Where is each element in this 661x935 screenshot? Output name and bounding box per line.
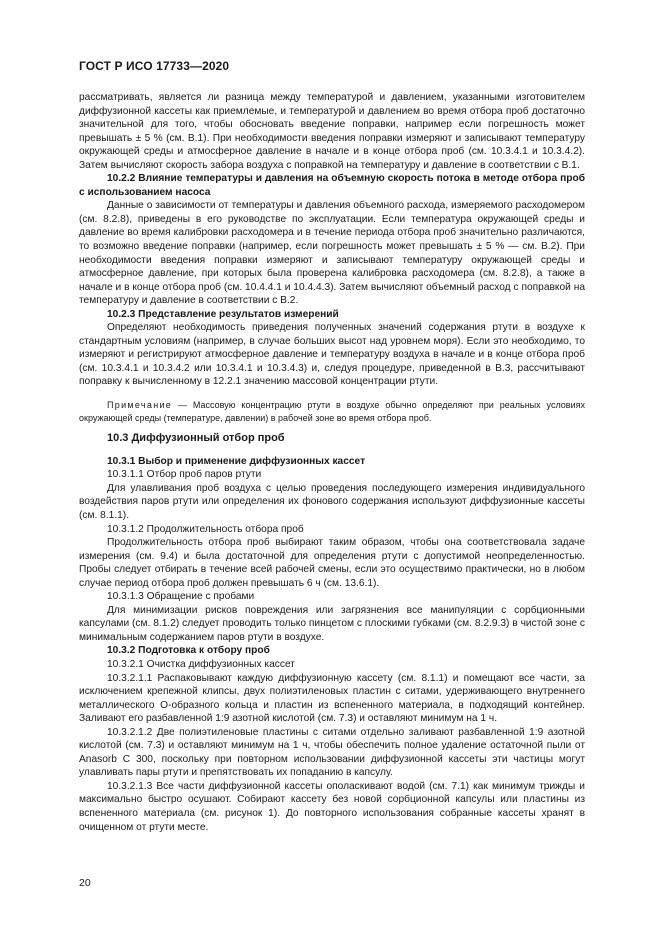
document-body: [79, 91, 585, 834]
paragraph: Для минимизации рисков повреждения или загрязнения все манипуляции с сорбционными капсулами (см. 8.1.2) следует проводить только пинцетом с плоскими губками (см. 8.2.9.3) в чистой зоне с минимальным содержанием паров ртути в воздухе.: [79, 604, 585, 643]
paragraph: Определяют необходимость приведения полученных значений содержания ртути в воздухе к стандартным условиям (например, в случае больших высот над уровнем моря). Если это необходимо, то измеряют и регистрируют атмосферное давление и температуру воздуха в начале и в конце отбора проб (см. 10.3.4.1 и 10.3.4.2 или 10.3.4.1 и 10.3.4.3) и, следуя процедуре, приведенной в В.3, рассчитывают поправку к вычисленному в 12.2.1 значению массовой концентрации ртути.: [79, 322, 585, 388]
subsection-heading: 10.3.1.1 Отбор проб паров ртути: [107, 469, 262, 481]
subsection-heading: 10.3.1.3 Обращение с пробами: [107, 591, 255, 603]
subsection-heading: 10.3.2.1 Очистка диффузионных кассет: [107, 658, 295, 670]
note-label: Примечание: [107, 400, 173, 411]
section-heading-10-3-2: 10.3.2 Подготовка к отбору проб: [107, 645, 270, 657]
paragraph-continuation: рассматривать, является ли разница между температурой и давлением, указанными изготовителем диффузионной кассеты как приемлемые, и температурой и давлением во время отбора проб достаточно значительной для того, чтобы обосновать введение поправки, например если погрешность может превышать ± 5 % (см. В.1). При необходимости введения поправки измеряют и записывают температуру окружающей среды и атмосферное давление в начале и в конце отбора проб (см. 10.3.4.1 и 10.3.4.2). Затем вычисляют скорость забора воздуха с поправкой на температуру и давление в соответствии с В.1.: [79, 92, 585, 171]
paragraph: Продолжительность отбора проб выбирают таким образом, чтобы она соответствовала задаче измерения (см. 9.4) и была достаточной для определения ртути с допустимой неопределенностью. Пробы следует отбирать в течение всей рабочей смены, если это осуществимо практически, но в любом случае период отбора проб должен превышать 6 ч (см. 13.6.1).: [79, 537, 585, 589]
note: [79, 399, 585, 424]
paragraph: 10.3.2.1.2 Две полиэтиленовые пластины с ситами отдельно заливают разбавленной 1:9 азотной кислотой (см. 7.3) и оставляют минимум на 1 ч, чтобы обеспечить полное удаление остаточной пыли от Anasorb C 300, поскольку при повторном использовании диффузионной кассеты эти частицы могут улавливать пары ртути и препятствовать их попаданию в капсулу.: [79, 726, 585, 779]
section-heading-10-3: 10.3 Диффузионный отбор проб: [107, 432, 285, 445]
section-heading-10-2-3: 10.2.3 Представление результатов измерений: [107, 308, 339, 320]
section-heading-10-3-1: 10.3.1 Выбор и применение диффузионных кассет: [107, 455, 366, 467]
paragraph: Для улавливания проб воздуха с целью проведения последующего измерения индивидуального воздействия паров ртути или определения их фонового содержания используют диффузионные кассеты (см. 8.1.1).: [79, 482, 585, 521]
document-header: ГОСТ Р ИСО 17733—2020: [79, 59, 230, 73]
section-heading-10-2-2: 10.2.2 Влияние температуры и давления на объемную скорость потока в методе отбора проб с использованием насоса: [79, 173, 585, 198]
paragraph: Данные о зависимости от температуры и давления объемного расхода, измеряемого расходомером (см. 8.2.8), приведены в его руководстве по эксплуатации. Если температура окружающей среды и давление во время калибровки расходомера и в течение периода отбора проб значительно различаются, то возможно введение поправки (например, если погрешность может превышать ± 5 % — см. В.2). При необходимости введения поправки измеряют и записывают температуру окружающей среды и атмосферное давление, при которых была проверена калибровка расходомера (см. 8.2.8), а также в начале и в конце отбора проб (см. 10.4.4.1 и 10.4.4.3). Затем вычисляют объемный расход с поправкой на температуру и давление в соответствии с В.2.: [79, 200, 585, 307]
paragraph: 10.3.2.1.3 Все части диффузионной кассеты ополаскивают водой (см. 7.1) как минимум трижды и максимально быстро осушают. Собирают кассету без новой сорбционной капсулы или пластины из вспененного материала (см. рисунок 1). До повторного использования собранные кассеты хранят в очищенном от ртути месте.: [79, 780, 585, 833]
note-text: — Массовую концентрацию ртути в воздухе обычно определяют при реальных условиях окружающей среды (температуре, давлении) в рабочей зоне во время отбора проб.: [79, 400, 585, 423]
paragraph: 10.3.2.1.1 Распаковывают каждую диффузионную кассету (см. 8.1.1) и помещают все части, за исключением крепежной клипсы, двух полиэтиленовых пластин с ситами, удерживающего внутреннего металлического О-образного кольца и пластин из вспененного материала, в подходящий контейнер. Заливают его разбавленной 1:9 азотной кислотой (см. 7.3) и оставляют минимум на 1 ч.: [79, 672, 585, 725]
page-number: 20: [79, 877, 91, 889]
subsection-heading: 10.3.1.2 Продолжительность отбора проб: [107, 523, 304, 535]
